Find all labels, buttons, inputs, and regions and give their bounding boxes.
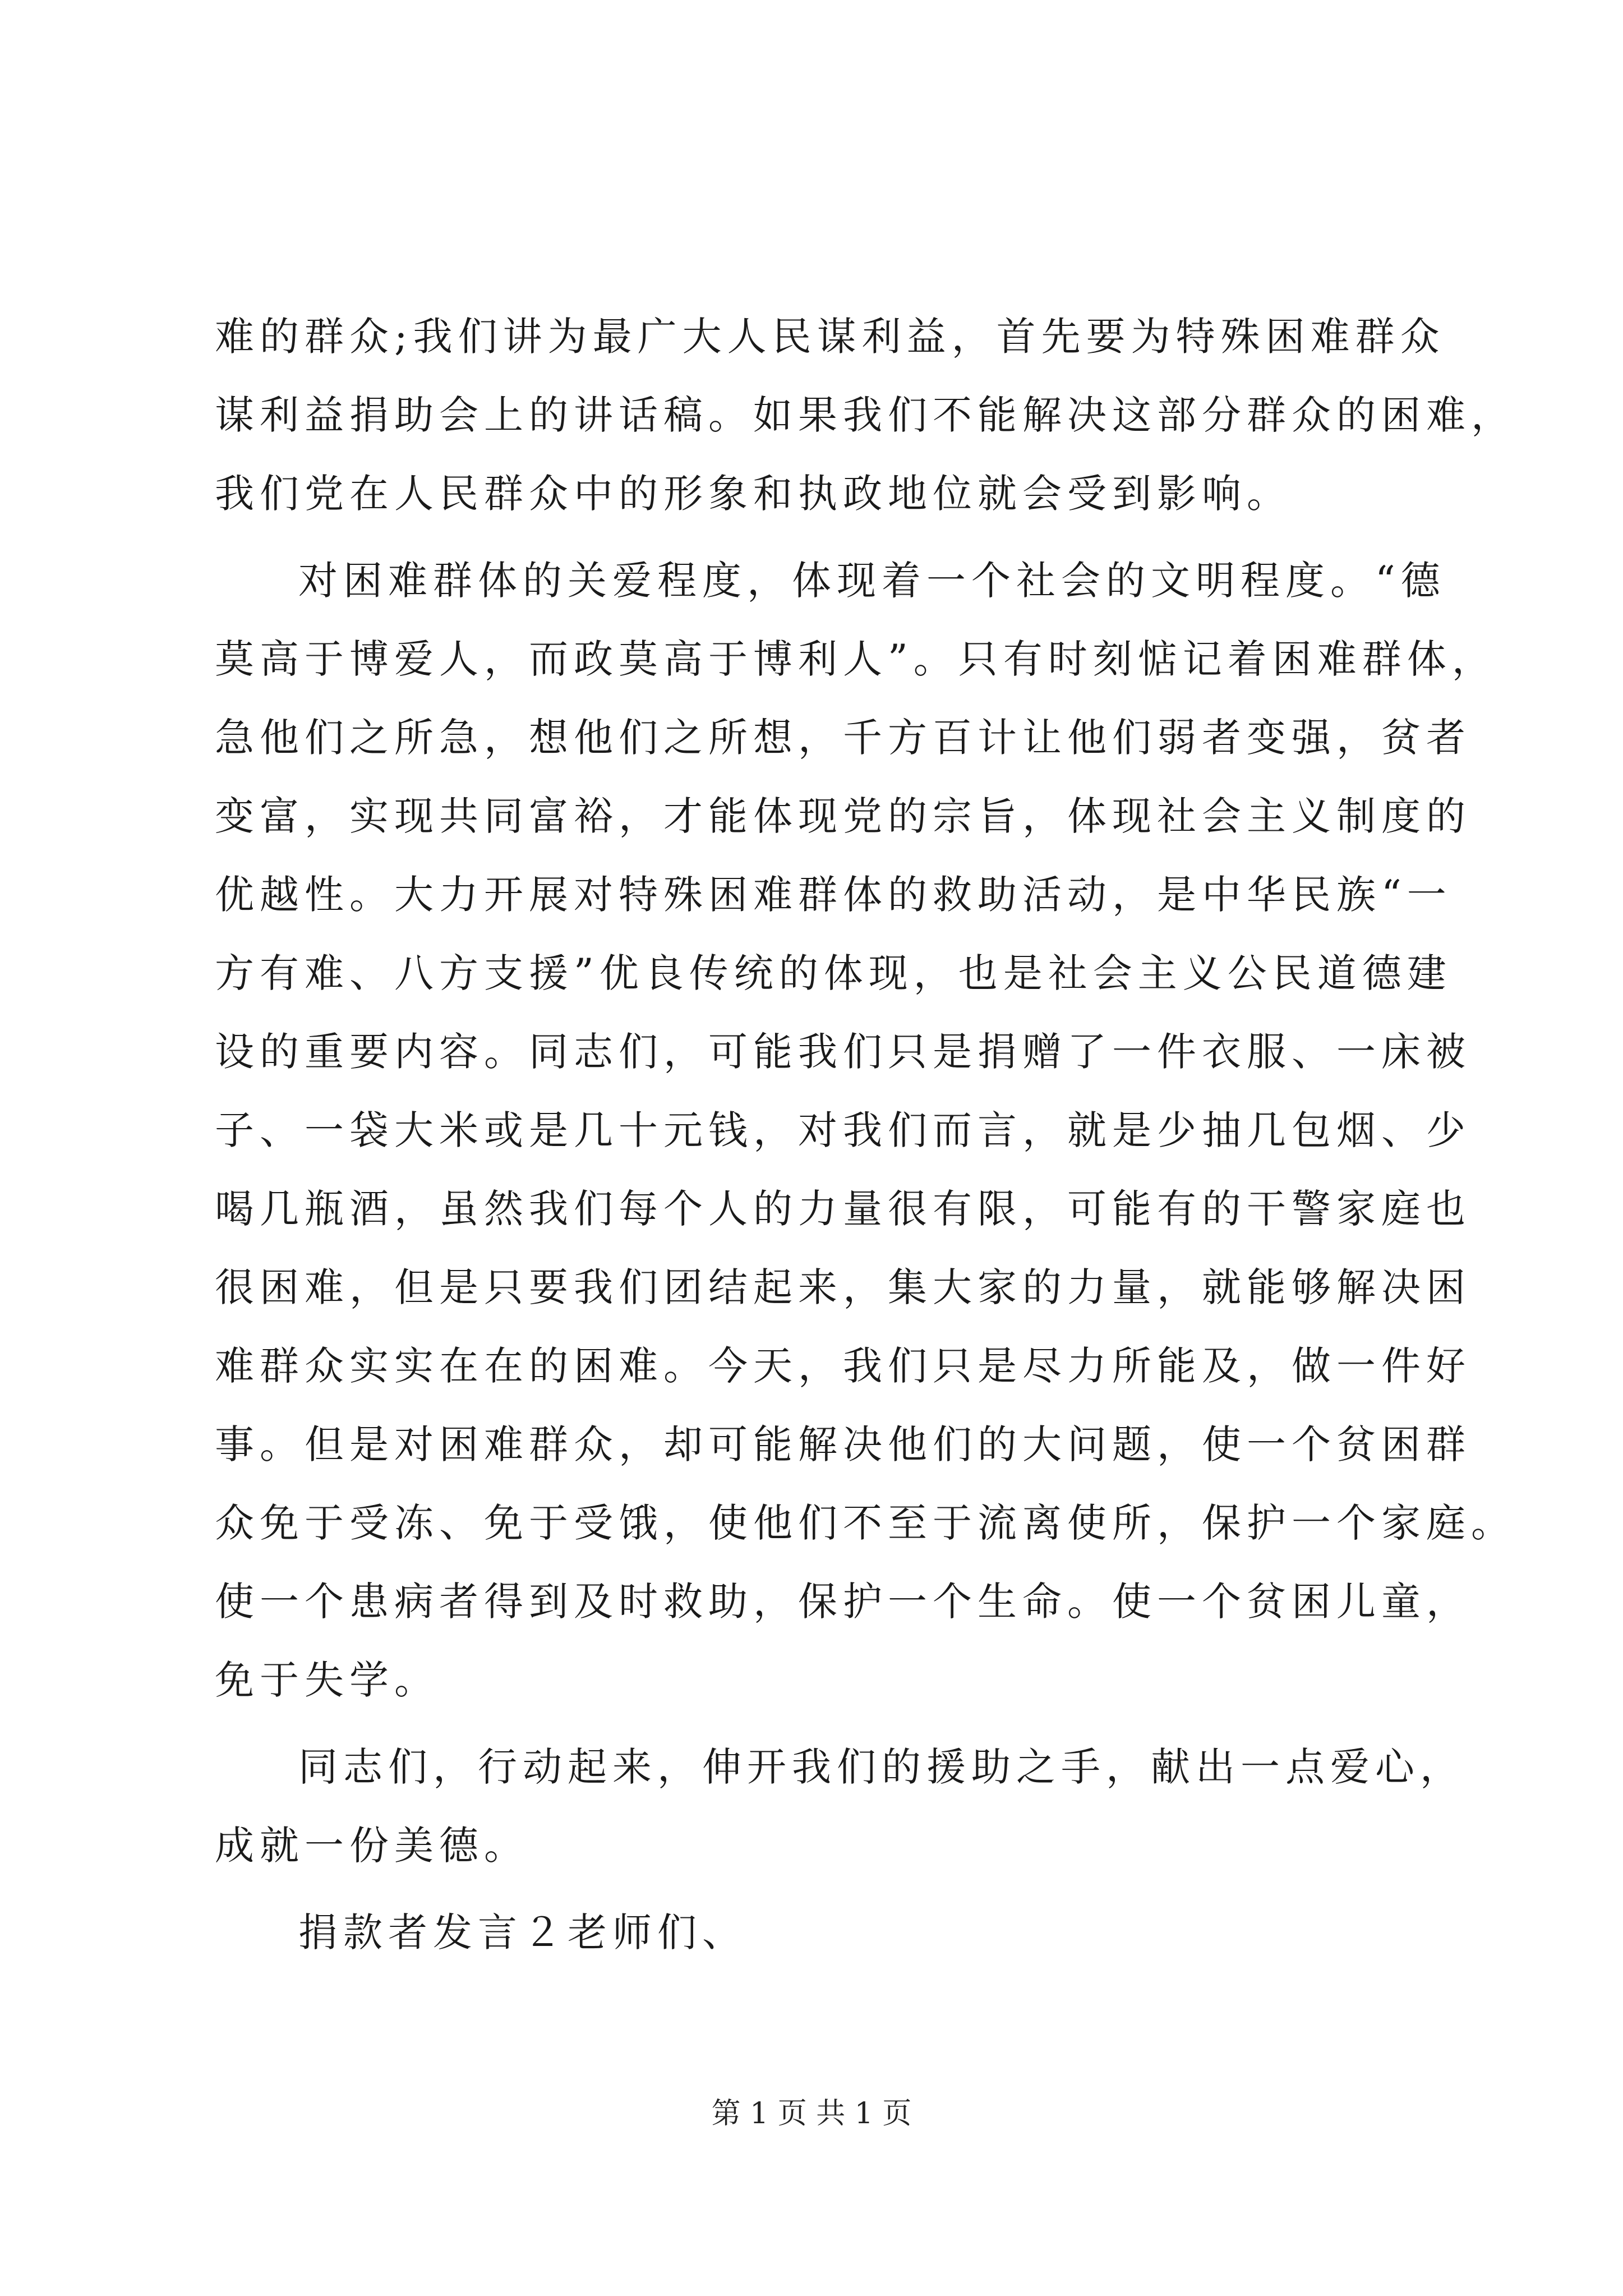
- text-line: 急他们之所急，想他们之所想，千方百计让他们弱者变强，贫者: [215, 715, 1471, 761]
- text-line: 子、一袋大米或是几十元钱，对我们而言，就是少抽几包烟、少: [215, 1107, 1471, 1153]
- text-line: 很困难，但是只要我们团结起来，集大家的力量，就能够解决困: [215, 1264, 1471, 1310]
- text-line: 莫高于博爱人，而政莫高于博利人”。只有时刻惦记着困难群体，: [215, 636, 1497, 682]
- text-line: 谋利益捐助会上的讲话稿。如果我们不能解决这部分群众的困难，: [215, 392, 1516, 438]
- text-line: 使一个患病者得到及时救助，保护一个生命。使一个贫困儿童，: [215, 1579, 1471, 1625]
- text-line: 免于失学。: [215, 1657, 439, 1703]
- text-line: 喝几瓶酒，虽然我们每个人的力量很有限，可能有的干警家庭也: [215, 1186, 1471, 1232]
- paragraph-start-line: 捐款者发言２老师们、: [298, 1910, 747, 1955]
- text-line: 事。但是对困难群众，却可能解决他们的大问题，使一个贫困群: [215, 1421, 1471, 1467]
- text-line: 难群众实实在在的困难。今天，我们只是尽力所能及，做一件好: [215, 1343, 1471, 1389]
- text-line: 众免于受冻、免于受饿，使他们不至于流离使所，保护一个家庭。: [215, 1500, 1516, 1546]
- text-line: 优越性。大力开展对特殊困难群体的救助活动，是中华民族“一: [215, 872, 1452, 918]
- paragraph-start-line: 同志们，行动起来，伸开我们的援助之手，献出一点爱心，: [298, 1744, 1465, 1790]
- text-line: 设的重要内容。同志们，可能我们只是捐赠了一件衣服、一床被: [215, 1029, 1471, 1075]
- text-line: 变富，实现共同富裕，才能体现党的宗旨，体现社会主义制度的: [215, 793, 1471, 839]
- paragraph-start-line: 对困难群体的关爱程度，体现着一个社会的文明程度。“德: [298, 558, 1446, 604]
- text-line: 成就一份美德。: [215, 1823, 529, 1869]
- page-footer: 第 1 页 共 1 页: [711, 2097, 912, 2131]
- text-line: 难的群众;我们讲为最广大人民谋利益，首先要为特殊困难群众: [215, 314, 1445, 360]
- text-line: 我们党在人民群众中的形象和执政地位就会受到影响。: [215, 471, 1292, 517]
- text-line: 方有难、八方支援”优良传统的体现，也是社会主义公民道德建: [215, 950, 1452, 996]
